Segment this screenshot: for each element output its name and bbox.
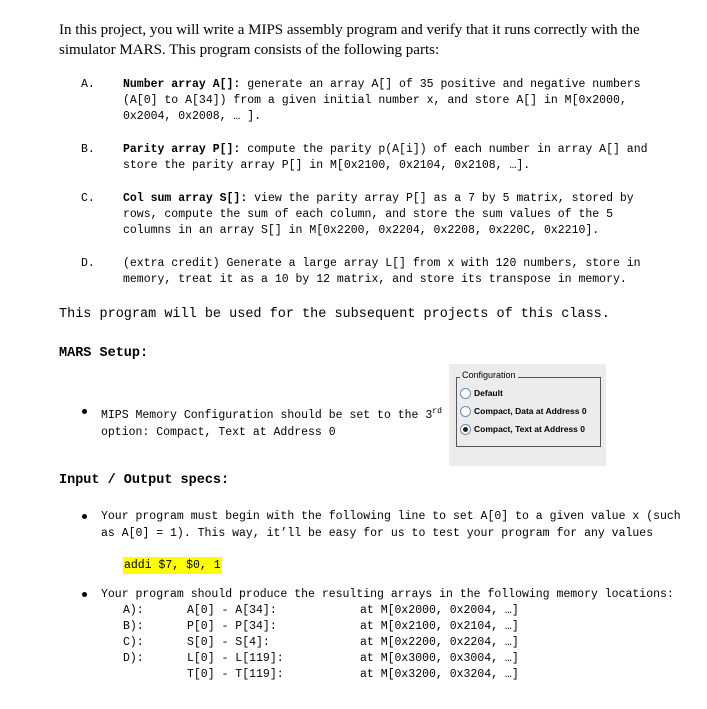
part-b-title: Parity array P[]: [123, 143, 241, 156]
loc-addr-d: at M[0x3000, 0x3004, …] [360, 652, 519, 665]
loc-range-d: L[0] - L[119]: [187, 652, 284, 665]
mars-config-bullet [101, 403, 442, 441]
part-b-body: compute the parity p(A[i]) of each number in array A[] and store the parity array P[] in M[0x2100, 0x2104, 0x2108, …]. [123, 143, 648, 172]
configuration-title: Configuration [462, 370, 516, 380]
loc-label-c: C): [123, 636, 144, 649]
configuration-panel [449, 364, 606, 466]
io-bullet-1-line-1: Your program must begin with the following line to set A[0] to a given value x (such [101, 510, 681, 523]
radio-option-compact-text[interactable] [460, 424, 585, 435]
radio-button-icon[interactable] [460, 406, 471, 417]
loc-addr-a: at M[0x2000, 0x2004, …] [360, 604, 519, 617]
radio-option-label: Compact, Text at Address 0 [474, 424, 586, 434]
part-a-text [123, 77, 663, 125]
radio-option-compact-data[interactable] [460, 406, 587, 417]
radio-option-label: Compact, Data at Address 0 [474, 406, 587, 416]
part-a-title: Number array A[]: [123, 78, 241, 91]
io-specs-heading: Input / Output specs: [59, 473, 230, 488]
radio-button-icon[interactable] [460, 388, 471, 399]
part-c-title: Col sum array S[]: [123, 192, 248, 205]
io-bullet-2: Your program should produce the resulting arrays in the following memory locations: [101, 588, 674, 601]
code-line: addi $7, $0, 1 [124, 559, 221, 572]
mars-bullet-text-2: option: Compact, Text at Address 0 [101, 425, 336, 439]
part-d-text [123, 256, 663, 288]
loc-range-a: A[0] - A[34]: [187, 604, 277, 617]
bullet-dot [82, 592, 87, 597]
loc-label-a: A): [123, 604, 144, 617]
part-b-letter: B. [81, 143, 95, 156]
bullet-dot [82, 514, 87, 519]
io-bullet-1-line-2: as A[0] = 1). This way, it’ll be easy for us to test your program for any values [101, 527, 654, 540]
bullet-dot [82, 409, 87, 414]
part-c-body: view the parity array P[] as a 7 by 5 matrix, stored by rows, compute the sum of each column, and store the sum values of the 5 columns in an array S[] in M[0x2200, 0x2204, 0x2208, 0x220C, 0x2210]. [123, 192, 634, 237]
intro-paragraph: In this project, you will write a MIPS assembly program and verify that it runs correctly with the simulator MARS. This program consists of the following parts: [59, 22, 640, 58]
part-d-letter: D. [81, 257, 95, 270]
part-a-letter: A. [81, 78, 95, 91]
radio-option-label: Default [474, 388, 503, 398]
part-a-body: generate an array A[] of 35 positive and negative numbers (A[0] to A[34]) from a given initial number x, and store A[] in M[0x2000, 0x2004, 0x2008, … ]. [123, 78, 641, 123]
mars-bullet-text-1: MIPS Memory Configuration should be set to the 3 [101, 408, 433, 422]
loc-label-b: B): [123, 620, 144, 633]
radio-button-selected-icon[interactable] [460, 424, 471, 435]
mars-bullet-sup: rd [432, 407, 442, 416]
radio-option-default[interactable] [460, 388, 503, 399]
loc-addr-b: at M[0x2100, 0x2104, …] [360, 620, 519, 633]
part-b-text [123, 142, 663, 174]
mars-setup-heading: MARS Setup: [59, 346, 149, 361]
io-bullet-1 [101, 508, 681, 542]
loc-range-c: S[0] - S[4]: [187, 636, 270, 649]
loc-label-d: D): [123, 652, 144, 665]
loc-range-t: T[0] - T[119]: [187, 668, 284, 681]
part-c-letter: C. [81, 192, 95, 205]
loc-addr-c: at M[0x2200, 0x2204, …] [360, 636, 519, 649]
part-d-body: (extra credit) Generate a large array L[] from x with 120 numbers, store in memory, treat it as a 10 by 12 matrix, and store its transpose in memory. [123, 257, 641, 286]
part-c-text [123, 191, 663, 239]
subsequent-note: This program will be used for the subsequent projects of this class. [59, 307, 610, 322]
loc-addr-t: at M[0x3200, 0x3204, …] [360, 668, 519, 681]
loc-range-b: P[0] - P[34]: [187, 620, 277, 633]
